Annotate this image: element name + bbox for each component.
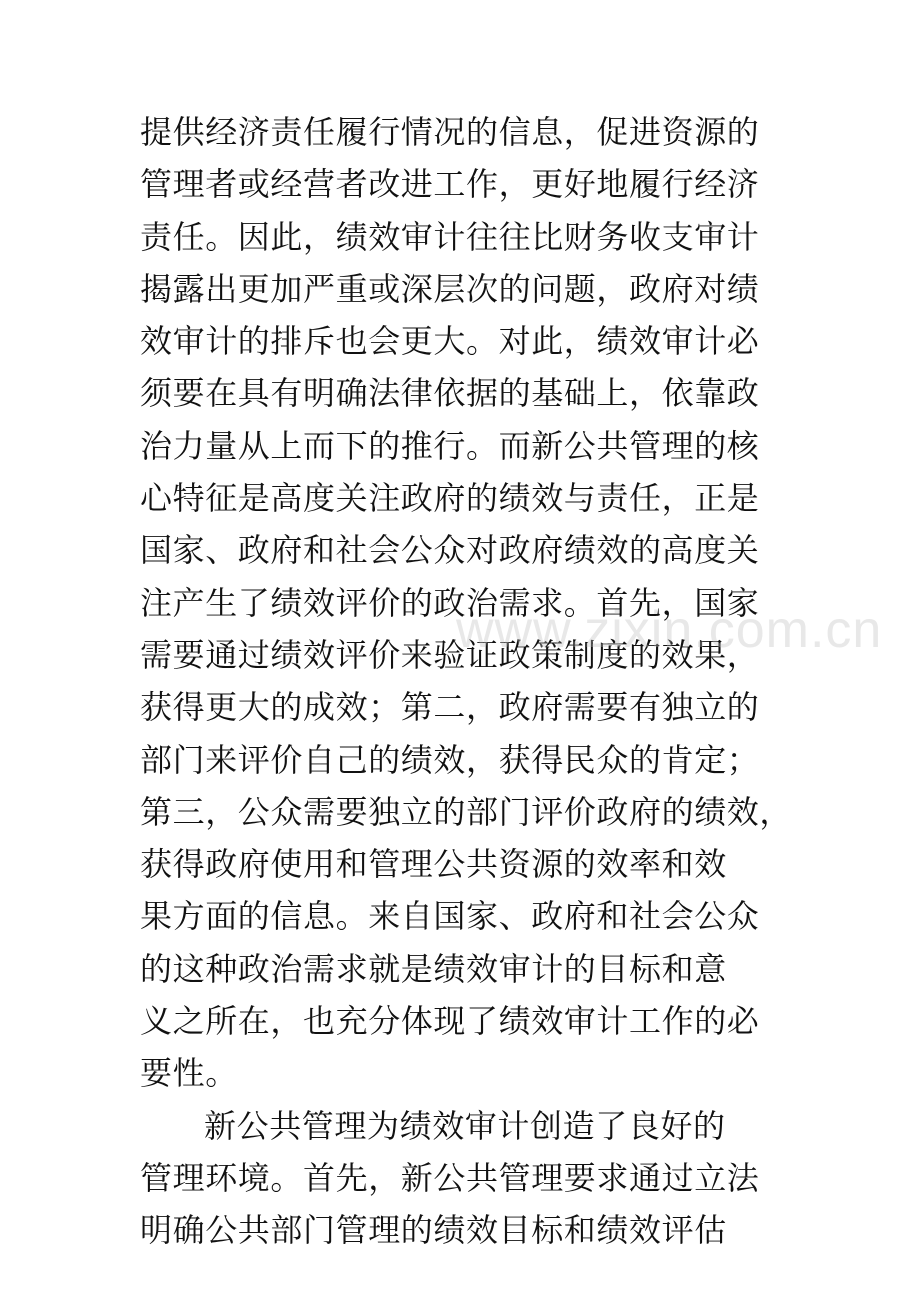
text-line: 责任。因此，绩效审计往往比财务收支审计 [140,217,760,256]
text-line: 注产生了绩效评价的政治需求。首先，国家 [140,583,760,622]
text-line: 明确公共部门管理的绩效目标和绩效评估 [140,1211,727,1250]
text-line: 治力量从上而下的推行。而新公共管理的核 [140,426,760,465]
text-line: 需要通过绩效评价来验证政策制度的效果， [140,635,760,674]
watermark: www.zixin.com.cn [456,601,883,659]
text-line: 第三，公众需要独立的部门评价政府的绩效， [140,792,793,831]
text-line: 部门来评价自己的绩效，获得民众的肯定； [140,740,760,779]
text-line: 提供经济责任履行情况的信息，促进资源的 [140,113,760,151]
text-line: 揭露出更加严重或深层次的问题，政府对绩 [140,269,760,308]
text-line: 须要在具有明确法律依据的基础上，依靠政 [140,374,760,413]
text-line: 获得更大的成效；第二，政府需要有独立的 [140,688,760,727]
text-line: 获得政府使用和管理公共资源的效率和效 [140,845,727,884]
text-line: 新公共管理为绩效审计创造了良好的 [204,1106,726,1145]
text-line: 管理环境。首先，新公共管理要求通过立法 [140,1158,760,1197]
text-line: 国家、政府和社会公众对政府绩效的高度关 [140,531,760,570]
text-line: 管理者或经营者改进工作，更好地履行经济 [140,165,760,204]
text-line: 心特征是高度关注政府的绩效与责任，正是 [140,479,760,518]
text-line: 要性。 [140,1054,238,1093]
body-text [140,106,800,1257]
text-line: 果方面的信息。来自国家、政府和社会公众 [140,897,760,936]
text-line: 义之所在，也充分体现了绩效审计工作的必 [140,1002,760,1041]
text-line: 效审计的排斥也会更大。对此，绩效审计必 [140,322,760,361]
text-line: 的这种政治需求就是绩效审计的目标和意 [140,949,727,988]
